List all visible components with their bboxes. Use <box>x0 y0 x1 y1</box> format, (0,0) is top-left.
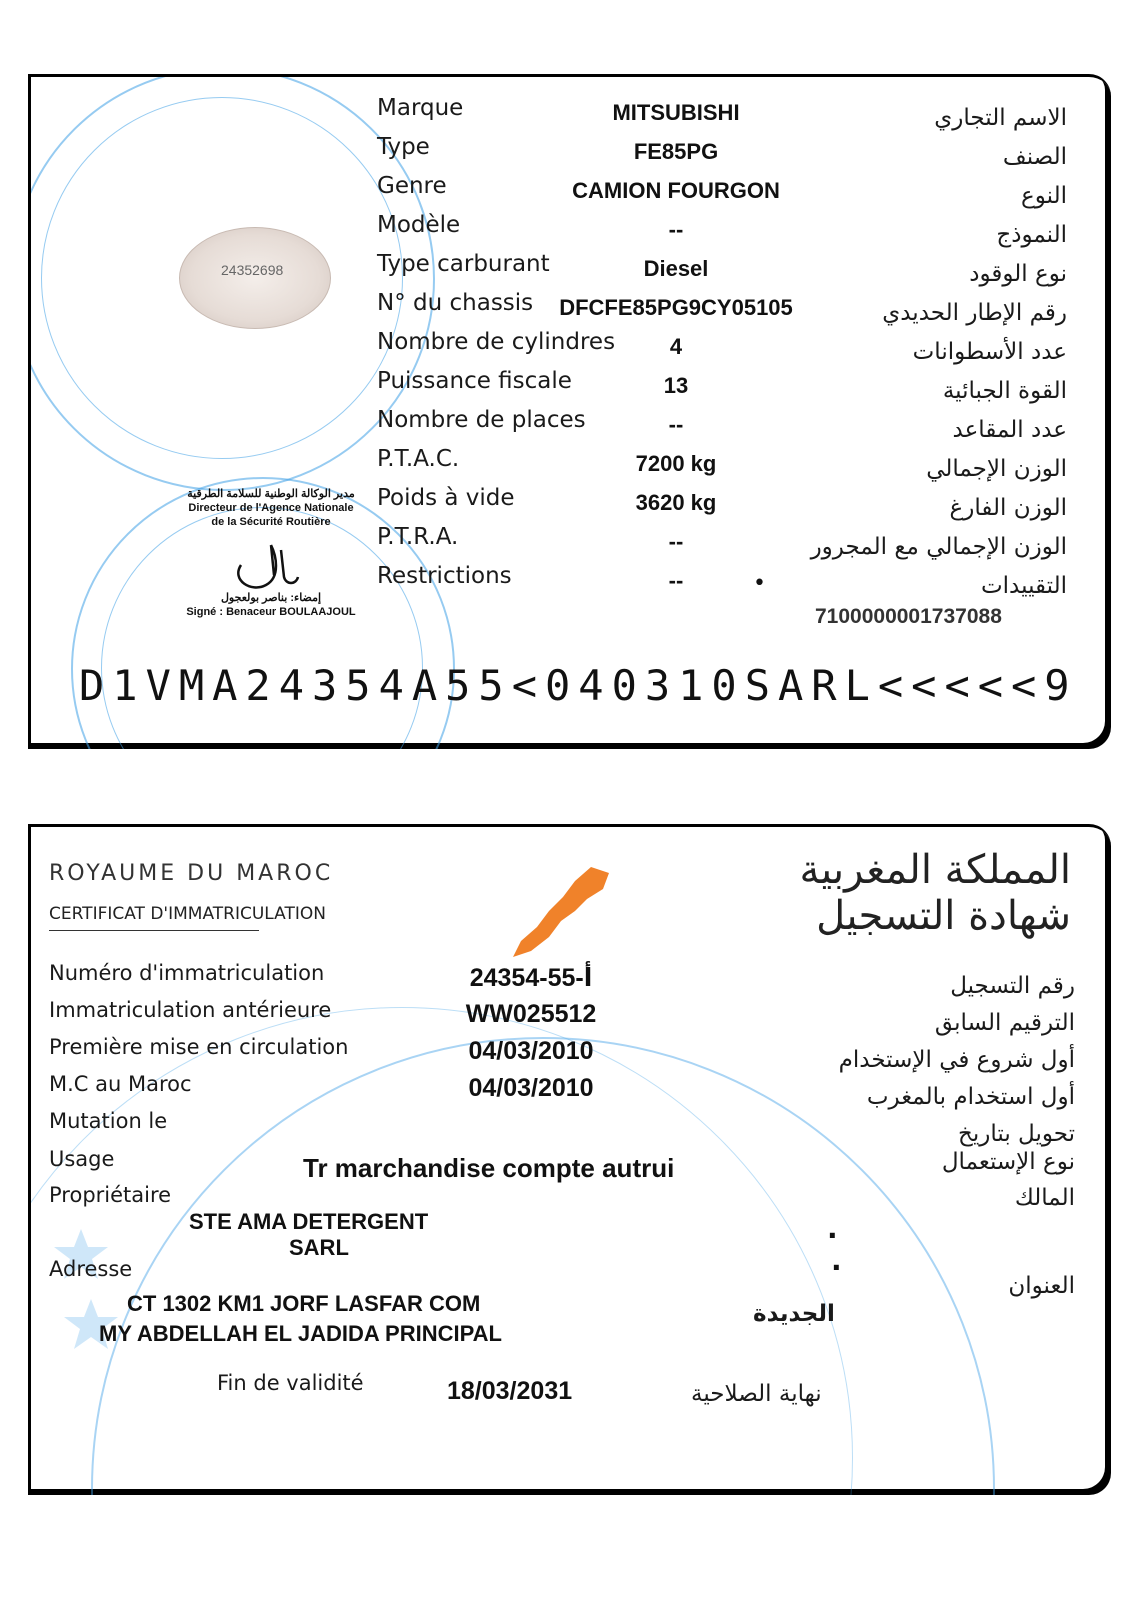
back-label-fr: Numéro d'immatriculation <box>49 961 325 985</box>
signature-title-fr-1: Directeur de l'Agence Nationale <box>188 502 354 514</box>
front-label-fr: Restrictions <box>377 563 512 589</box>
signature-scribble <box>226 535 316 595</box>
front-value: DFCFE85PG9CY05105 <box>559 295 793 320</box>
front-value: 4 <box>669 334 683 359</box>
signature-title-ar: مدير الوكالة الوطنية للسلامة الطرقية <box>187 488 355 500</box>
front-label-ar: النموذج <box>996 222 1067 248</box>
hologram-stamp <box>179 227 331 329</box>
front-value: 7200 kg <box>635 451 717 476</box>
validity-label-fr: Fin de validité <box>217 1371 364 1395</box>
front-label-ar: الوزن الإجمالي مع المجرور <box>810 534 1067 560</box>
front-label-fr: Type <box>377 134 430 160</box>
front-value: MITSUBISHI <box>612 100 740 125</box>
stamp-number: 24352698 <box>221 262 284 278</box>
registration-card-back <box>28 824 1111 1495</box>
owner-label-ar: المالك <box>1014 1185 1075 1211</box>
front-label-fr: Marque <box>377 95 464 121</box>
front-label-ar: التقييدات <box>981 573 1067 599</box>
front-label-ar: عدد المقاعد <box>952 417 1067 443</box>
mrz-line: D1VMA24354A55<040310SARL<<<<<9 <box>79 661 1078 710</box>
address-line2: MY ABDELLAH EL JADIDA PRINCIPAL <box>99 1321 502 1346</box>
front-value: -- <box>668 529 684 554</box>
back-value: 24354-أ-55 <box>469 964 593 992</box>
usage-label-ar: نوع الإستعمال <box>941 1149 1075 1175</box>
front-label-ar: الاسم التجاري <box>934 105 1067 131</box>
kingdom-title-fr: ROYAUME DU MAROC <box>49 861 334 886</box>
address-line1: CT 1302 KM1 JORF LASFAR COM <box>127 1291 481 1316</box>
back-label-fr: Mutation le <box>49 1109 168 1133</box>
owner-label-fr: Propriétaire <box>49 1183 172 1207</box>
owner-name-line2: SARL <box>289 1235 349 1260</box>
validity-label-ar: نهاية الصلاحية <box>691 1381 822 1407</box>
front-value: -- <box>668 412 684 437</box>
front-value: -- <box>668 217 684 242</box>
address-label-ar: العنوان <box>1008 1273 1075 1299</box>
usage-value: Tr marchandise compte autrui <box>303 1153 675 1183</box>
front-value: -- <box>668 568 684 593</box>
usage-label-fr: Usage <box>49 1147 115 1171</box>
back-value: WW025512 <box>465 1000 597 1028</box>
owner-dot-1: · <box>827 1219 838 1252</box>
certificate-title-underline <box>49 930 259 931</box>
front-label-fr: Puissance fiscale <box>377 368 572 394</box>
owner-dot-2: · <box>831 1251 842 1284</box>
back-label-fr: Première mise en circulation <box>49 1035 349 1059</box>
back-label-fr: M.C au Maroc <box>49 1072 192 1096</box>
front-value: Diesel <box>643 256 709 281</box>
back-label-fr: Immatriculation antérieure <box>49 998 332 1022</box>
back-label-ar: أول شروع في الإستخدام <box>838 1047 1075 1073</box>
front-value: 13 <box>663 373 689 398</box>
front-value: 3620 kg <box>635 490 717 515</box>
back-label-ar: رقم التسجيل <box>950 973 1075 999</box>
front-label-fr: Type carburant <box>377 251 550 277</box>
front-label-fr: P.T.A.C. <box>377 446 460 472</box>
back-label-ar: الترقيم السابق <box>934 1010 1075 1036</box>
front-label-fr: Modèle <box>377 212 461 238</box>
signature-title-fr-2: de la Sécurité Routière <box>211 516 331 528</box>
front-label-fr: Nombre de cylindres <box>377 329 616 355</box>
front-label-ar: القوة الجبائية <box>942 378 1067 404</box>
kingdom-title-ar: المملكة المغربية <box>799 847 1071 893</box>
address-city-ar: الجديدة <box>753 1301 835 1327</box>
morocco-map-icon <box>491 859 621 959</box>
registration-card-front <box>28 74 1111 749</box>
back-label-ar: أول استخدام بالمغرب <box>866 1084 1075 1110</box>
front-label-fr: Poids à vide <box>377 485 515 511</box>
front-label-fr: Genre <box>377 173 447 199</box>
serial-number: 7100000001737088 <box>815 605 1002 628</box>
front-label-fr: N° du chassis <box>377 290 534 316</box>
front-label-ar: نوع الوقود <box>969 261 1067 287</box>
front-value: CAMION FOURGON <box>572 178 780 203</box>
address-label-fr: Adresse <box>49 1257 133 1281</box>
restriction-bullet: • <box>753 571 766 596</box>
owner-name-line1: STE AMA DETERGENT <box>189 1209 429 1234</box>
signed-by-ar: إمضاء: بناصر بولعجول <box>220 592 322 604</box>
front-label-fr: Nombre de places <box>377 407 586 433</box>
certificate-title-ar: شهادة التسجيل <box>816 893 1071 939</box>
front-label-fr: P.T.R.A. <box>377 524 459 550</box>
validity-value: 18/03/2031 <box>447 1377 573 1405</box>
front-label-ar: عدد الأسطوانات <box>912 339 1067 365</box>
front-label-ar: رقم الإطار الحديدي <box>882 300 1067 326</box>
back-label-ar: تحويل بتاريخ <box>958 1121 1075 1147</box>
front-label-ar: الصنف <box>1002 144 1067 170</box>
front-label-ar: النوع <box>1021 183 1067 209</box>
front-label-ar: الوزن الفارغ <box>949 495 1067 521</box>
certificate-title-fr: CERTIFICAT D'IMMATRICULATION <box>49 904 326 924</box>
front-label-ar: الوزن الإجمالي <box>926 456 1067 482</box>
signed-by-fr: Signé : Benaceur BOULAAJOUL <box>186 606 356 618</box>
front-value: FE85PG <box>633 139 719 164</box>
back-value: 04/03/2010 <box>468 1037 594 1065</box>
back-value: 04/03/2010 <box>468 1074 594 1102</box>
